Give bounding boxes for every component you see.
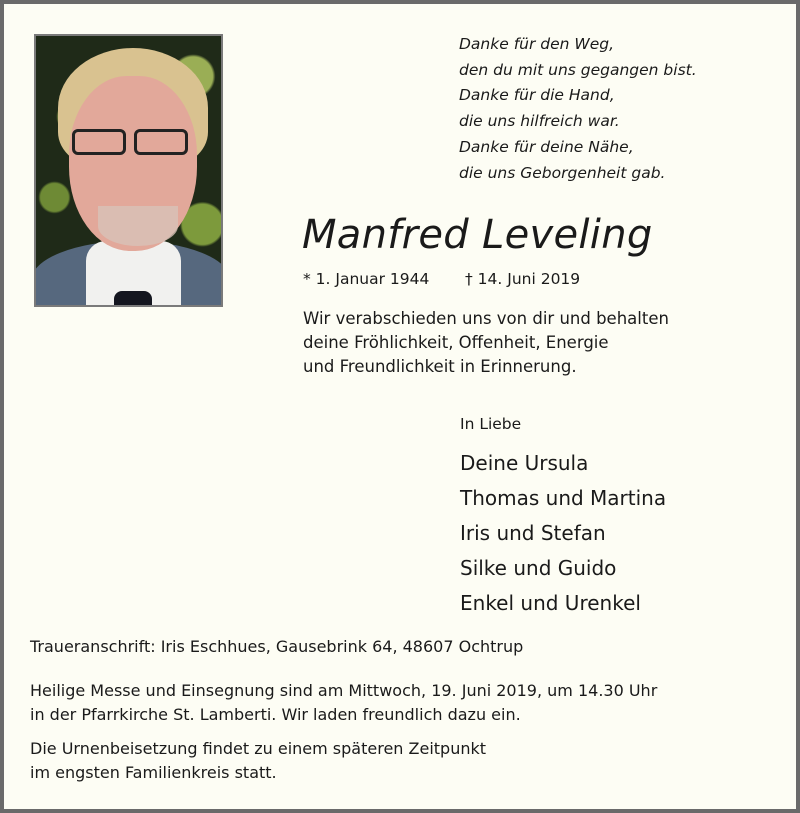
family-list [460,446,666,621]
family-member: Thomas und Martina [460,486,667,510]
mass-line: Heilige Messe und Einsegnung sind am Mittwoch, 19. Juni 2019, um 14.30 Uhr [30,681,658,700]
mourning-address: Traueranschrift: Iris Eschhues, Gausebrink 64, 48607 Ochtrup [30,637,524,656]
farewell-line: und Freundlichkeit in Erinnerung. [303,357,577,376]
urn-burial-info [30,737,486,785]
poem-line: Danke für den Weg, [459,35,615,53]
family-member: Iris und Stefan [460,521,606,545]
poem-line: die uns Geborgenheit gab. [459,163,666,182]
deceased-name: Manfred Leveling [302,212,653,258]
farewell-line: Wir verabschieden uns von dir und behalten [303,309,669,328]
family-member: Enkel und Urenkel [460,591,641,615]
poem-line: die uns hilfreich war. [459,112,620,131]
urn-line: Die Urnenbeisetzung findet zu einem späteren Zeitpunkt [30,739,487,758]
farewell-text [303,307,669,379]
birth-date: * 1. Januar 1944 [303,270,430,288]
poem-line: Danke für die Hand, [459,86,615,105]
mass-info [30,679,657,727]
poem [459,32,697,186]
family-member: Deine Ursula [460,451,589,475]
life-dates [303,270,580,288]
urn-line: im engsten Familienkreis statt. [30,763,277,782]
in-love-label: In Liebe [460,415,522,433]
glasses [68,129,198,157]
mass-line: in der Pfarrkirche St. Lamberti. Wir laden freundlich dazu ein. [30,705,521,724]
death-date: † 14. Juni 2019 [465,270,581,288]
portrait-photo [34,34,223,307]
family-member: Silke und Guido [460,556,617,580]
farewell-line: deine Fröhlichkeit, Offenheit, Energie [303,333,609,352]
poem-line: Danke für deine Nähe, [459,137,634,156]
poem-line: den du mit uns gegangen bist. [459,60,697,79]
